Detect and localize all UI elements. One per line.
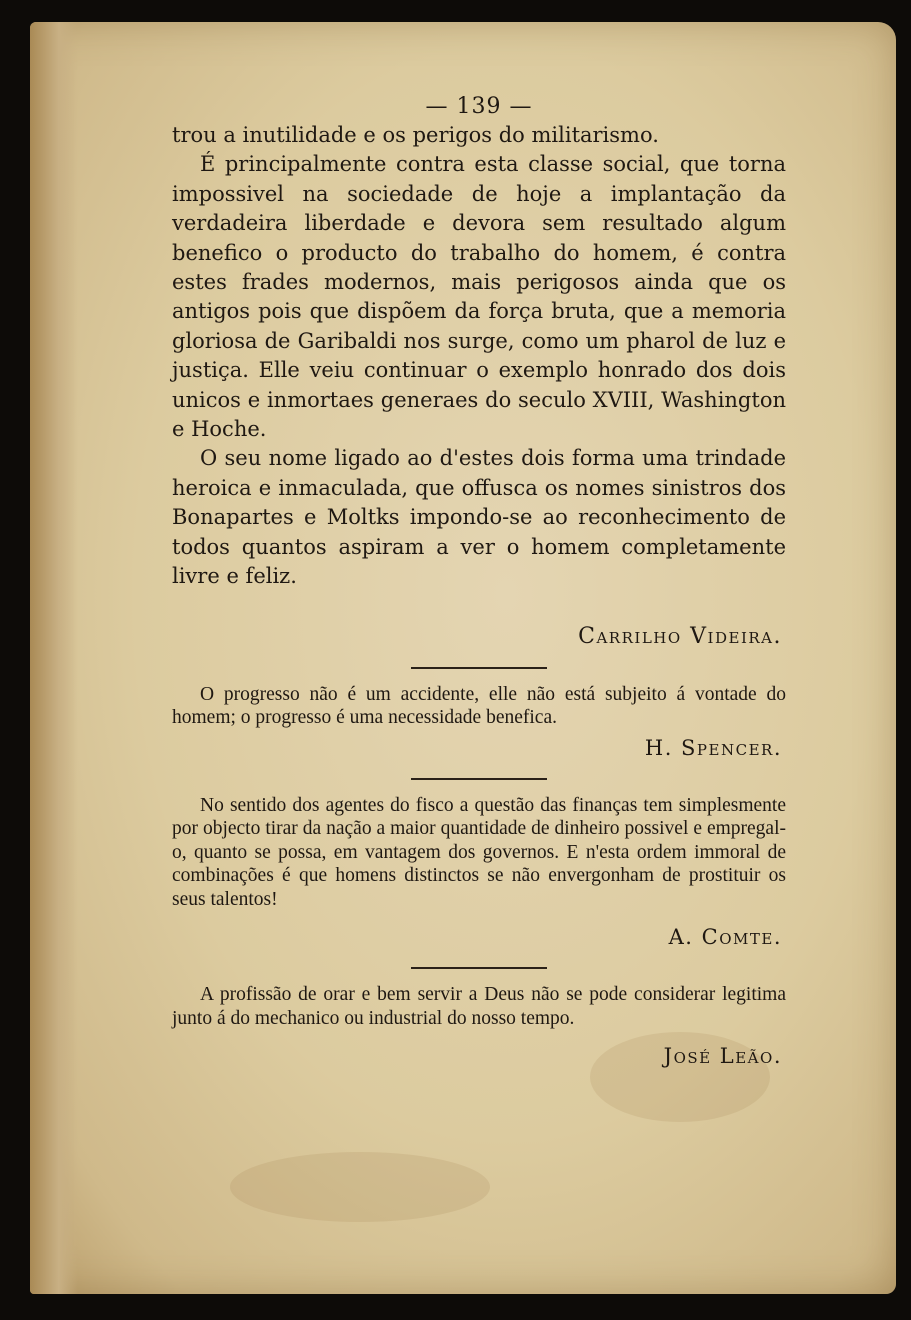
signature-carrilho-videira: Carrilho Videira. — [578, 623, 782, 649]
section-divider — [411, 778, 547, 780]
quote-comte — [172, 794, 786, 950]
paragraph: trou a inutilidade e os perigos do militarismo. — [172, 123, 659, 147]
page-spine-shadow — [30, 22, 78, 1294]
main-text — [172, 121, 786, 592]
paper-stain — [230, 1152, 490, 1222]
quote-author: A. Comte. — [668, 925, 782, 949]
quote-author: H. Spencer. — [644, 735, 782, 760]
book-page — [30, 22, 896, 1294]
quote-text: A profissão de orar e bem servir a Deus não se pode considerar legitima junto á do mechanico ou industrial do nosso tempo. — [172, 984, 786, 1029]
paragraph: É principalmente contra esta classe social, que torna impossivel na sociedade de hoje a implantação da verdadeira liberdade e devora sem resultado algum benefico o producto do trabalho do homem, é contra estes frades modernos, mais perigosos ainda que os antigos pois que dispõem da força bruta, que a memoria gloriosa de Garibaldi nos surge, como um pharol de luz e justiça. Elle veiu continuar o exemplo honrado dos dois unicos e inmortaes generaes do seculo XVIII, Washington e Hoche. — [172, 152, 786, 442]
quote-text: No sentido dos agentes do fisco a questão das finanças tem simplesmente por objecto tirar da nação a maior quantidade de dinheiro possivel e empregal-o, quanto se possa, em vantagem dos governos. E n'esta ordem immoral de combinações é que homens distinctos se não envergonham de prostituir os seus talentos! — [172, 794, 786, 910]
page-content — [172, 94, 786, 1068]
quote-spencer — [172, 683, 786, 760]
quote-author: José Leão. — [663, 1044, 782, 1068]
section-divider — [411, 667, 547, 669]
quote-text: O progresso não é um accidente, elle não está subjeito á vontade do homem; o progresso é uma necessidade benefica. — [172, 683, 786, 728]
paragraph: O seu nome ligado ao d'estes dois forma uma trindade heroica e inmaculada, que offusca os nomes sinistros dos Bonapartes e Moltks impondo-se ao reconhecimento de todos quantos aspiram a ver o homem completamente livre e feliz. — [172, 446, 786, 589]
page-number: — 139 — — [425, 94, 533, 119]
section-divider — [411, 967, 547, 969]
quote-leao — [172, 983, 786, 1068]
